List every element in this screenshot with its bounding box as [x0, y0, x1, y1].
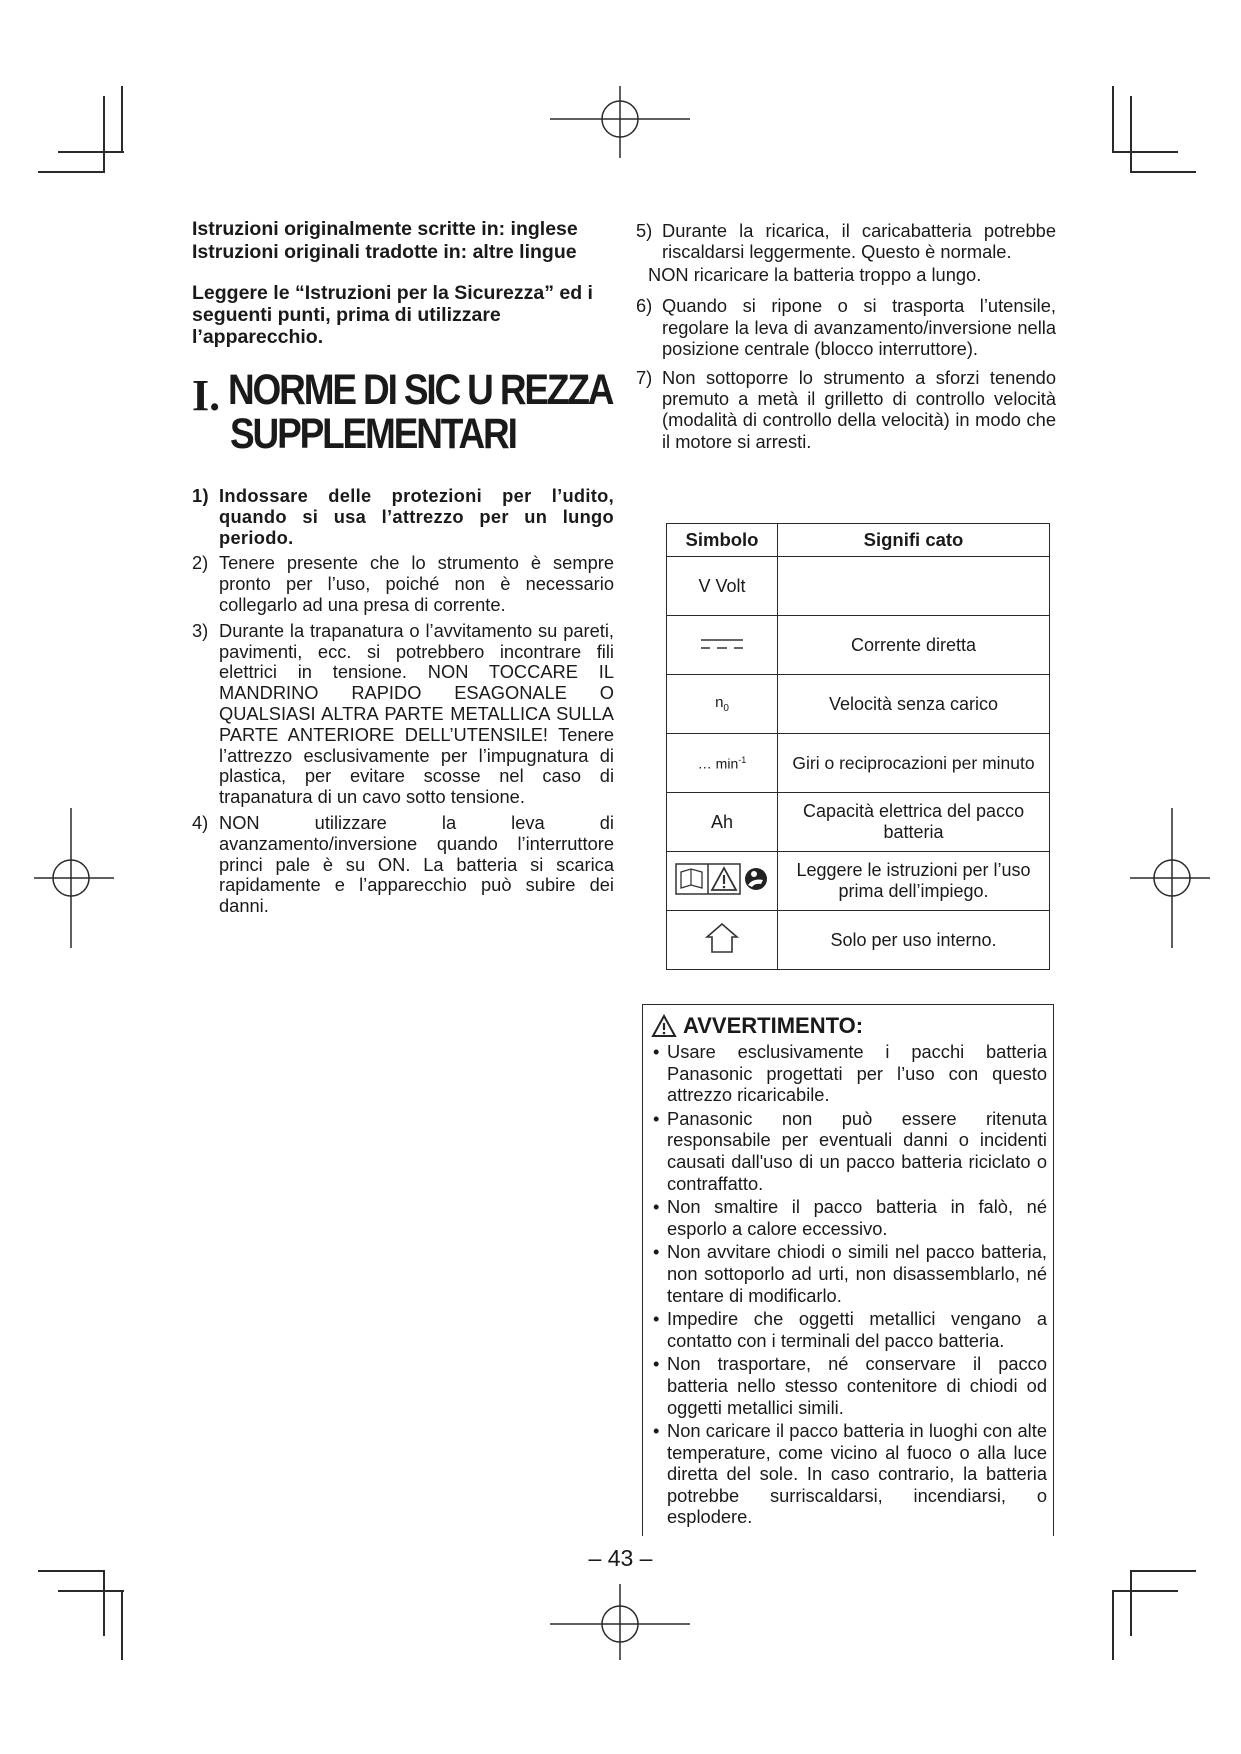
translated-language-line: Istruzioni originali tradotte in: altre lingue — [192, 241, 577, 263]
table-row — [667, 557, 1050, 616]
warning-item: • Non smaltire il pacco batteria in falò, né esporlo a calore eccessivo. — [653, 1196, 1047, 1239]
section-heading — [192, 366, 614, 486]
meaning-cell — [778, 557, 1050, 616]
warning-item: • Non avvitare chiodi o simili nel pacco batteria, non sottoporlo ad urti, non disassemblarlo, né tentare di modificarlo. — [653, 1241, 1047, 1306]
table-row — [667, 852, 1050, 911]
charging-note: NON ricaricare la batteria troppo a lungo. — [648, 264, 982, 286]
warning-title: AVVERTIMENTO: — [651, 1013, 1047, 1039]
section-number: I. — [192, 371, 221, 420]
warning-item: • Non caricare il pacco batteria in luoghi con alte temperature, come vicino al fuoco o alla luce diretta del sole. In caso contrario, la batteria potrebbe surriscaldarsi, incendiarsi, o esplodere. — [653, 1420, 1047, 1528]
left-column — [192, 218, 614, 922]
meaning-cell: Solo per uso interno. — [778, 911, 1050, 970]
list-item: 7) Non sottoporre lo strumento a sforzi tenendo premuto a metà il grilletto di controllo velocità (modalità di controllo della velocità) in modo che il motore si arresti. — [636, 367, 1056, 452]
page-number: – 43 – — [588, 1545, 653, 1571]
list-item: 4) NON utilizzare la leva di avanzamento/inversione quando l’interruttore princi pale è su ON. La batteria si scarica rapidamente e l’apparecchio può subire dei danni. — [192, 811, 614, 917]
indoor-use-icon — [667, 911, 778, 970]
warning-item: • Impedire che oggetti metallici vengano a contatto con i terminali del pacco batteria. — [653, 1308, 1047, 1351]
symbol-volt: V Volt — [667, 557, 778, 616]
no-load-speed-symbol: $n_0$ — [667, 675, 778, 734]
safety-notice: Leggere le “Istruzioni per la Sicurezza” ed i seguenti punti, prima di utilizzare l’apparecchio. — [192, 282, 593, 348]
table-row — [667, 616, 1050, 675]
list-item: 2) Tenere presente che lo strumento è sempre pronto per l’uso, poiché non è necessario collegarlo ad una presa di corrente. — [192, 552, 614, 615]
meaning-cell: Velocità senza carico — [778, 675, 1050, 734]
section-title-line1: NORME DI SIC U REZZA — [228, 366, 613, 414]
list-item: 1) Indossare delle protezioni per l’udito, quando si usa l’attrezzo per un lungo periodo. — [192, 485, 614, 548]
direct-current-icon — [667, 616, 778, 675]
meaning-cell: Leggere le istruzioni per l’uso prima dell’impiego. — [778, 852, 1050, 911]
table-row — [667, 911, 1050, 970]
registration-mark-top — [550, 86, 690, 166]
list-item: 5) Durante la ricarica, il caricabatteria potrebbe riscaldarsi leggermente. Questo è normale. — [636, 220, 1056, 263]
read-instructions-icon — [667, 852, 778, 911]
list-item: 3) Durante la trapanatura o l’avvitamento su pareti, pavimenti, ecc. si potrebbero incontrare fili elettrici in tensione. NON TOCCARE IL MANDRINO RAPIDO ESAGONALE O QUALSIASI ALTRA PARTE METALLICA SULLA PARTE ANTERIORE DELL’UTENSILE! Tenere l’attrezzo esclusivamente per l’impugnatura di plastica, per evitare scosse nel caso di trapanatura di un cavo sotto tensione. — [192, 619, 614, 808]
table-header-meaning: Signifi cato — [778, 524, 1050, 557]
warning-item: • Non trasportare, né conservare il pacco batteria nello stesso contenitore di chiodi od oggetti metallici simili. — [653, 1353, 1047, 1418]
original-language-line: Istruzioni originalmente scritte in: inglese — [192, 218, 578, 240]
table-header-symbol: Simbolo — [667, 524, 778, 557]
table-row — [667, 675, 1050, 734]
meaning-cell: Giri o reciprocazioni per minuto — [778, 734, 1050, 793]
table-row — [667, 734, 1050, 793]
right-column — [636, 220, 1056, 460]
warning-triangle-icon — [651, 1014, 677, 1038]
list-item: 6) Quando si ripone o si trasporta l’utensile, regolare la leva di avanzamento/inversione nella posizione centrale (blocco interruttore). — [636, 295, 1056, 359]
symbol-table — [666, 523, 1050, 970]
table-row — [667, 793, 1050, 852]
warning-item: • Usare esclusivamente i pacchi batteria Panasonic progettati per l’uso con questo attrezzo ricaricabile. — [653, 1041, 1047, 1106]
registration-mark-left — [34, 808, 114, 948]
registration-mark-bottom — [550, 1580, 690, 1660]
meaning-cell: Capacità elettrica del pacco batteria — [778, 793, 1050, 852]
amp-hour-symbol: Ah — [667, 793, 778, 852]
meaning-cell: Corrente diretta — [778, 616, 1050, 675]
warning-box — [642, 1004, 1054, 1536]
registration-mark-right — [1130, 808, 1210, 948]
warning-item: • Panasonic non può essere ritenuta responsabile per eventuali danni o incidenti causati dall'uso di un pacco batteria riciclato o contraffatto. — [653, 1107, 1047, 1194]
rpm-symbol: … $\min^{-1}$ — [667, 734, 778, 793]
section-title-line2: SUPPLEMENTARI — [230, 410, 516, 458]
